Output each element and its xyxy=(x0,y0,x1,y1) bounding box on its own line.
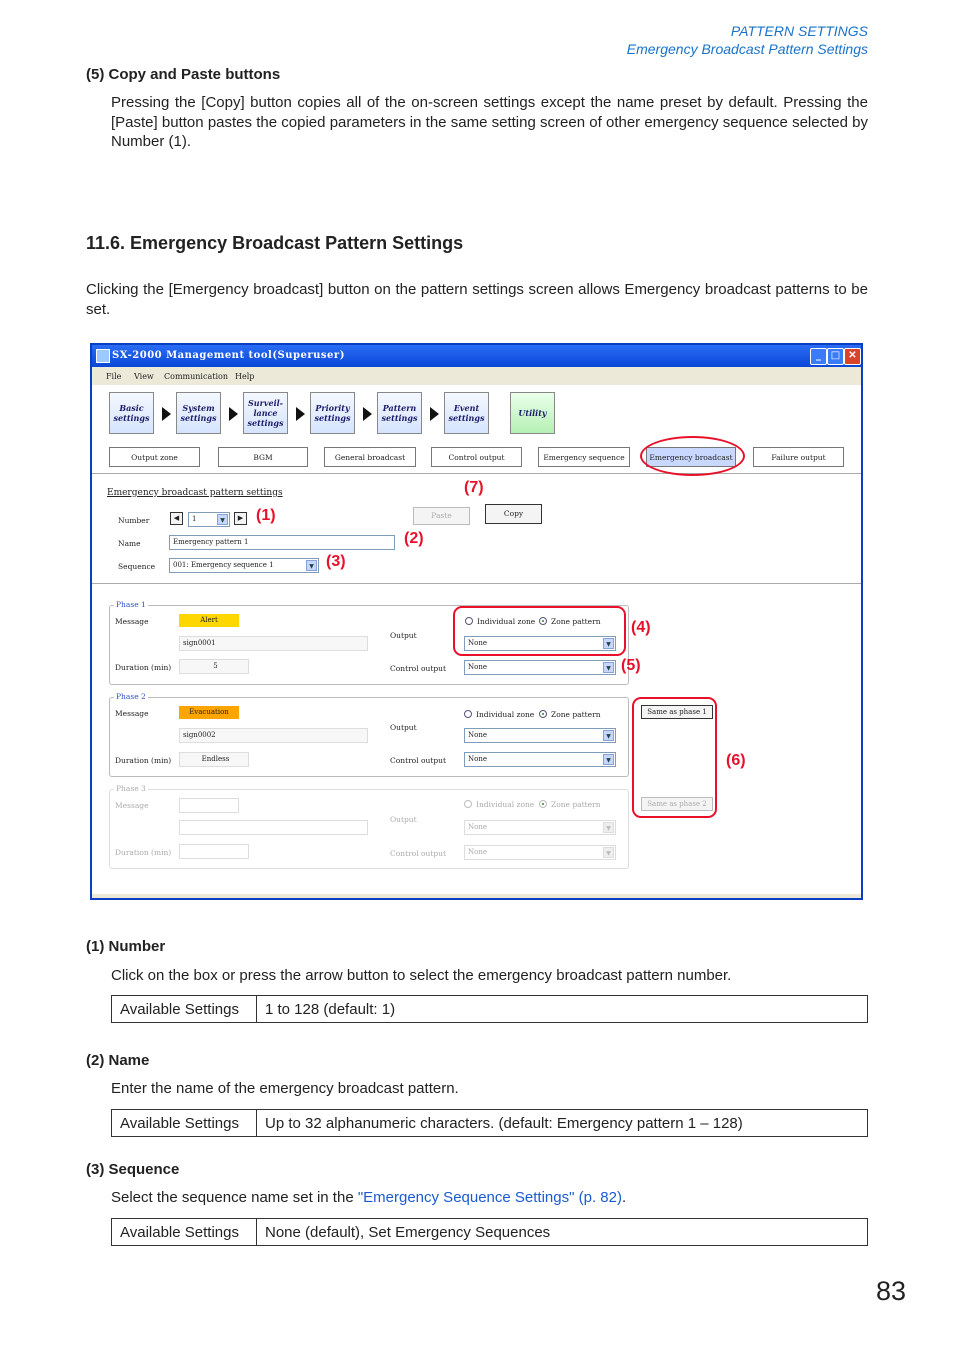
phase-2-control-output-select[interactable]: None ▼ xyxy=(464,752,616,767)
item-name-title: (2) Name xyxy=(86,1052,150,1069)
arrow-right-icon xyxy=(296,407,305,421)
highlight-same-as-buttons xyxy=(632,697,717,818)
tab-general-broadcast[interactable]: General broadcast xyxy=(324,447,416,467)
individual-zone-radio[interactable] xyxy=(464,710,472,718)
zone-pattern-label: Zone pattern xyxy=(551,617,601,626)
menu-help[interactable]: Help xyxy=(235,372,255,381)
arrow-right-icon xyxy=(430,407,439,421)
menu-communication[interactable]: Communication xyxy=(164,372,228,381)
phase-2-message-field[interactable]: sign0002 xyxy=(179,728,368,743)
name-input[interactable]: Emergency pattern 1 xyxy=(169,535,395,550)
phase-2-label: Phase 2 xyxy=(116,692,146,701)
available-settings-value: None (default), Set Emergency Sequences xyxy=(257,1219,868,1246)
individual-zone-label: Individual zone xyxy=(477,617,536,626)
tab-bar xyxy=(92,441,861,474)
pattern-settings-button[interactable]: Pattern settings xyxy=(377,392,422,434)
callout-6: (6) xyxy=(726,752,746,769)
phase-3-duration-field[interactable] xyxy=(179,844,249,859)
paste-button[interactable]: Paste xyxy=(413,507,470,525)
running-header-subsection: Emergency Broadcast Pattern Settings xyxy=(626,41,868,57)
menu-bar xyxy=(92,367,861,385)
callout-3: (3) xyxy=(326,553,346,570)
copy-paste-title: (5) Copy and Paste buttons xyxy=(86,66,281,83)
callout-5: (5) xyxy=(621,657,641,674)
tab-output-zone[interactable]: Output zone xyxy=(109,447,200,467)
individual-zone-label: Individual zone xyxy=(476,800,535,809)
menu-view[interactable]: View xyxy=(134,372,154,381)
phase-2-duration-field[interactable]: Endless xyxy=(179,752,249,767)
chevron-down-icon[interactable]: ▼ xyxy=(603,754,614,765)
page-number: 83 xyxy=(876,1276,907,1306)
individual-zone-radio[interactable] xyxy=(464,800,472,808)
callout-1: (1) xyxy=(256,507,276,524)
control-output-label: Control output xyxy=(390,664,446,673)
item-number-text: Click on the box or press the arrow button to select the emergency broadcast pattern number. xyxy=(111,967,732,984)
phase-1-badge: Alert xyxy=(179,614,239,627)
phase-1-output-select[interactable]: None ▼ xyxy=(464,636,616,651)
output-label: Output xyxy=(390,631,417,640)
section-intro: Clicking the [Emergency broadcast] button on the pattern settings screen allows Emergency broadcast patterns to be set. xyxy=(86,281,868,318)
callout-7: (7) xyxy=(464,479,484,496)
item-name-text: Enter the name of the emergency broadcast pattern. xyxy=(111,1080,459,1097)
available-settings-label: Available Settings xyxy=(112,996,257,1023)
copy-button[interactable]: Copy xyxy=(485,504,542,524)
phase-2-output-select[interactable]: None ▼ xyxy=(464,728,616,743)
sequence-label: Sequence xyxy=(118,562,156,571)
basic-settings-button[interactable]: Basic settings xyxy=(109,392,154,434)
callout-4: (4) xyxy=(631,619,651,636)
tab-control-output[interactable]: Control output xyxy=(431,447,522,467)
available-settings-label: Available Settings xyxy=(112,1110,257,1137)
name-label: Name xyxy=(118,539,141,548)
utility-button[interactable]: Utility xyxy=(510,392,555,434)
phase-2-badge: Evacuation xyxy=(179,706,239,719)
copy-paste-text: Pressing the [Copy] button copies all of the on-screen settings except the name preset by default. Pressing the [Paste] button pastes the copied parameters in the same setting screen of other emergency sequence selected by Number (1). xyxy=(111,94,868,150)
duration-label: Duration (min) xyxy=(115,848,172,857)
tab-bgm[interactable]: BGM xyxy=(218,447,308,467)
app-icon xyxy=(96,349,110,363)
running-header-section: PATTERN SETTINGS xyxy=(730,23,868,39)
tab-failure-output[interactable]: Failure output xyxy=(753,447,844,467)
item-sequence-title: (3) Sequence xyxy=(86,1161,180,1178)
surveillance-settings-button[interactable]: Surveil-lance settings xyxy=(243,392,288,434)
message-label: Message xyxy=(115,617,149,626)
chevron-down-icon[interactable]: ▼ xyxy=(603,662,614,673)
phase-3-control-output-select[interactable]: None ▼ xyxy=(464,845,616,860)
callout-2: (2) xyxy=(404,530,424,547)
available-settings-value: 1 to 128 (default: 1) xyxy=(257,996,868,1023)
phase-1-label: Phase 1 xyxy=(116,600,146,609)
toolbar xyxy=(92,385,861,442)
chevron-down-icon[interactable]: ▼ xyxy=(603,822,614,833)
item-number-title: (1) Number xyxy=(86,938,166,955)
arrow-right-icon xyxy=(229,407,238,421)
chevron-down-icon[interactable]: ▼ xyxy=(306,560,317,571)
arrow-right-icon xyxy=(162,407,171,421)
arrow-right-icon xyxy=(363,407,372,421)
chevron-down-icon[interactable]: ▼ xyxy=(603,730,614,741)
chevron-down-icon[interactable]: ▼ xyxy=(603,638,614,649)
duration-label: Duration (min) xyxy=(115,663,172,672)
zone-pattern-radio[interactable] xyxy=(539,800,547,808)
same-as-phase-1-button[interactable]: Same as phase 1 xyxy=(641,705,713,719)
close-icon[interactable]: ✕ xyxy=(844,348,861,365)
window-title: SX-2000 Management tool(Superuser) xyxy=(112,350,345,361)
individual-zone-label: Individual zone xyxy=(476,710,535,719)
window-titlebar xyxy=(92,345,861,367)
number-prev-button[interactable]: ◀ xyxy=(170,512,183,525)
highlight-emergency-broadcast-tab xyxy=(640,436,745,476)
priority-settings-button[interactable]: Priority settings xyxy=(310,392,355,434)
zone-pattern-label: Zone pattern xyxy=(551,710,601,719)
event-settings-button[interactable]: Event settings xyxy=(444,392,489,434)
form-title: Emergency broadcast pattern settings xyxy=(107,488,283,498)
phase-1-message-field[interactable]: sign0001 xyxy=(179,636,368,651)
settings-content xyxy=(92,474,861,894)
phase-3-message-field[interactable] xyxy=(179,820,368,835)
phase-3-badge-field xyxy=(179,798,239,813)
same-as-phase-2-button[interactable]: Same as phase 2 xyxy=(641,797,713,811)
maximize-icon[interactable]: □ xyxy=(827,348,844,365)
number-next-button[interactable]: ▶ xyxy=(234,512,247,525)
system-settings-button[interactable]: System settings xyxy=(176,392,221,434)
phase-1-control-output-select[interactable]: None ▼ xyxy=(464,660,616,675)
available-settings-value: Up to 32 alphanumeric characters. (default: Emergency pattern 1 – 128) xyxy=(257,1110,868,1137)
message-label: Message xyxy=(115,801,149,810)
sequence-select[interactable]: 001: Emergency sequence 1 ▼ xyxy=(169,558,319,573)
output-label: Output xyxy=(390,723,417,732)
chevron-down-icon[interactable]: ▼ xyxy=(217,514,228,525)
tab-emergency-broadcast[interactable]: Emergency broadcast xyxy=(646,447,736,467)
minimize-icon[interactable]: _ xyxy=(810,348,827,365)
number-label: Number xyxy=(118,516,150,525)
control-output-label: Control output xyxy=(390,756,446,765)
available-settings-label: Available Settings xyxy=(112,1219,257,1246)
chevron-down-icon[interactable]: ▼ xyxy=(603,847,614,858)
message-label: Message xyxy=(115,709,149,718)
zone-pattern-label: Zone pattern xyxy=(551,800,601,809)
item-name-table xyxy=(111,1109,868,1137)
tab-emergency-sequence[interactable]: Emergency sequence xyxy=(538,447,630,467)
duration-label: Duration (min) xyxy=(115,756,172,765)
zone-pattern-radio[interactable] xyxy=(539,710,547,718)
section-title: 11.6. Emergency Broadcast Pattern Settings xyxy=(86,233,464,253)
emergency-sequence-link[interactable]: "Emergency Sequence Settings" (p. 82) xyxy=(357,1189,622,1206)
item-sequence-table xyxy=(111,1218,868,1246)
menu-file[interactable]: File xyxy=(106,372,122,381)
phase-3-output-select[interactable]: None ▼ xyxy=(464,820,616,835)
phase-3-label: Phase 3 xyxy=(116,784,146,793)
highlight-output xyxy=(453,606,626,656)
control-output-label: Control output xyxy=(390,849,446,858)
phase-1-duration-field[interactable]: 5 xyxy=(179,659,249,674)
status-bar xyxy=(92,894,861,898)
output-label: Output xyxy=(390,815,417,824)
number-field[interactable]: 1 ▼ xyxy=(188,512,230,527)
item-number-table xyxy=(111,995,868,1023)
item-sequence-text: Select the sequence name set in the "Emergency Sequence Settings" (p. 82). xyxy=(111,1189,627,1206)
